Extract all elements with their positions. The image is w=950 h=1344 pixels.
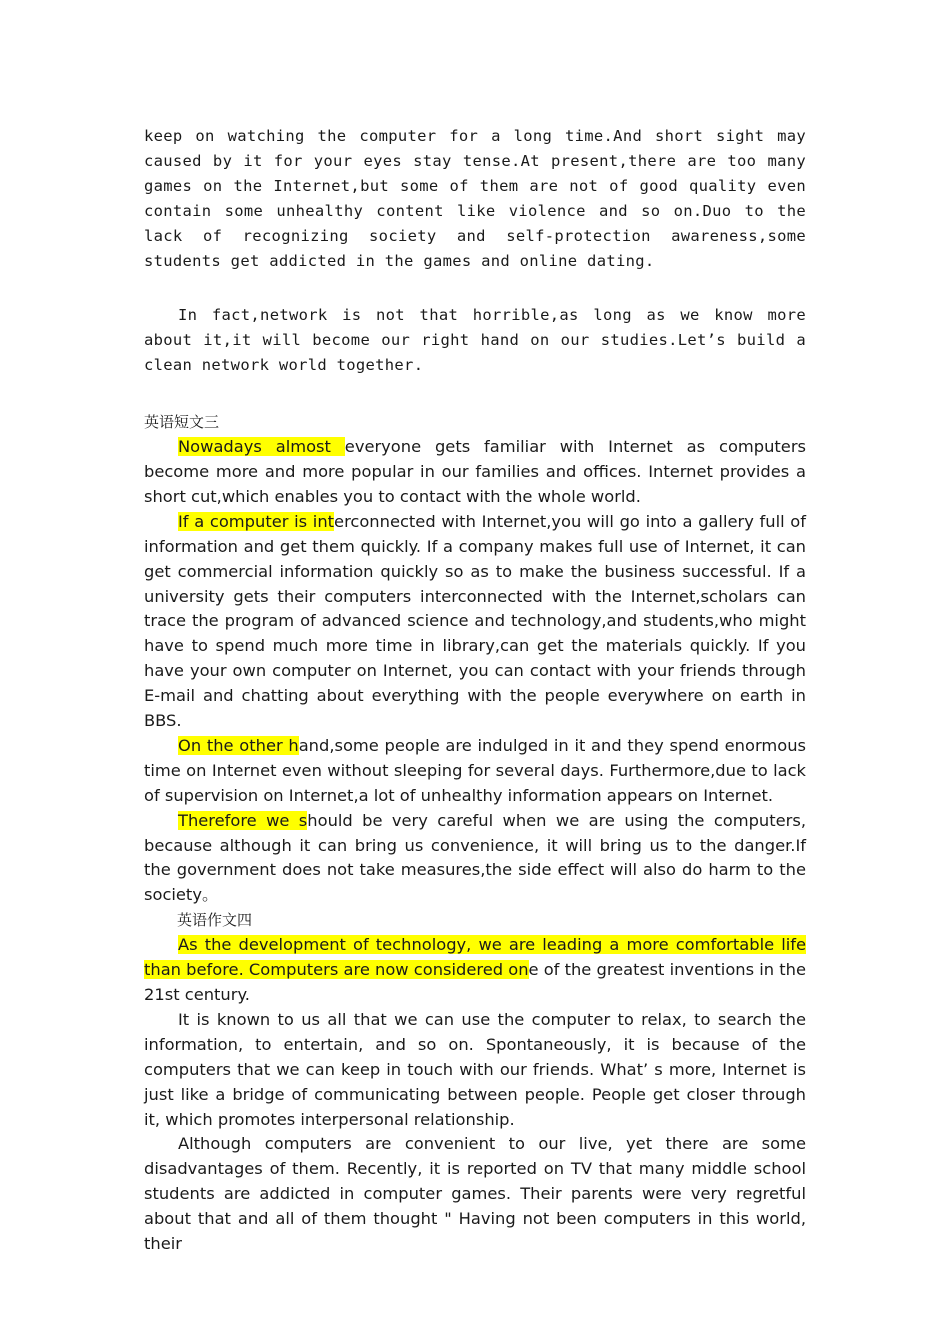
paragraph-text: e of the greatest inventions in the 21st century. [144, 960, 806, 1004]
paragraph-text: It is known to us all that we can use the computer to relax, to search the information, to entertain, and so on. Spontaneously, it is because of the computers that we can keep in touch with our friends. What’ s more, Internet is just like a bridge of communicating between people. People get closer through it, which promotes interpersonal relationship. [144, 1009, 806, 1129]
essay4-paragraph-1 [144, 933, 806, 1008]
paragraph-text: hould be very careful when we are using the computers, because although it can bring us convenience, it will bring us to the danger.If the government does not take measures,the side effect will also do harm to the society。 [144, 810, 806, 905]
highlight: As the development of technology, we are leading a more comfortable life than before. Computers are now considered on [144, 935, 806, 980]
highlight: Therefore we s [178, 810, 308, 830]
highlight: If a computer is int [178, 511, 335, 531]
paragraph-text: and,some people are indulged in it and they spend enormous time on Internet even without sleeping for several days. Furthermore,due to lack of supervision on Internet,a lot of unhealthy information appears on Internet. [144, 735, 806, 805]
essay4-paragraph-3 [144, 1132, 806, 1257]
essay3-paragraph-2 [144, 510, 806, 734]
paragraph-text: Although computers are convenient to our live, yet there are some disadvantages of them. Recently, it is reported on TV that many middle school students are addicted in computer games. Their parents were very regretful about that and all of them thought " Having not been computers in this world, their [144, 1134, 806, 1254]
essay3-paragraph-4 [144, 809, 806, 909]
document-page [144, 124, 806, 1257]
essay4-paragraph-2 [144, 1008, 806, 1133]
essay4-heading: 英语作文四 [177, 911, 253, 930]
essay3-heading: 英语短文三 [144, 413, 220, 432]
highlight: Nowadays almost [178, 437, 345, 457]
essay3-paragraph-3 [144, 734, 806, 809]
paragraph-text: erconnected with Internet,you will go into a gallery full of information and get them quickly. If a company makes full use of Internet, it can get commercial information quickly so as to make the business successful. If a university gets their computers interconnected with the Internet,scholars can trace the program of advanced science and technology,and students,who might have to spend much more time in library,can get the materials quickly. If you have your own computer on Internet, you can contact with your friends through E-mail and chatting about everything with the people everywhere on earth in BBS. [144, 511, 807, 731]
highlight: On the other h [178, 735, 299, 755]
intro-paragraph-2: In fact,network is not that horrible,as long as we know more about it,it will become our right hand on our studies.Let’s build a clean network world together. [144, 306, 806, 375]
intro-paragraph-1: keep on watching the computer for a long time.And short sight may caused by it for your eyes stay tense.At present,there are too many games on the Internet,but some of them are not of good quality even contain some unhealthy content like violence and so on.Duo to the lack of recognizing society and self-protection awareness,some students get addicted in the games and online dating. [144, 127, 806, 270]
paragraph-text: everyone gets familiar with Internet as computers become more and more popular in our families and offices. Internet provides a short cut,which enables you to contact with the whole world. [144, 437, 806, 506]
essay3-paragraph-1 [144, 435, 806, 510]
